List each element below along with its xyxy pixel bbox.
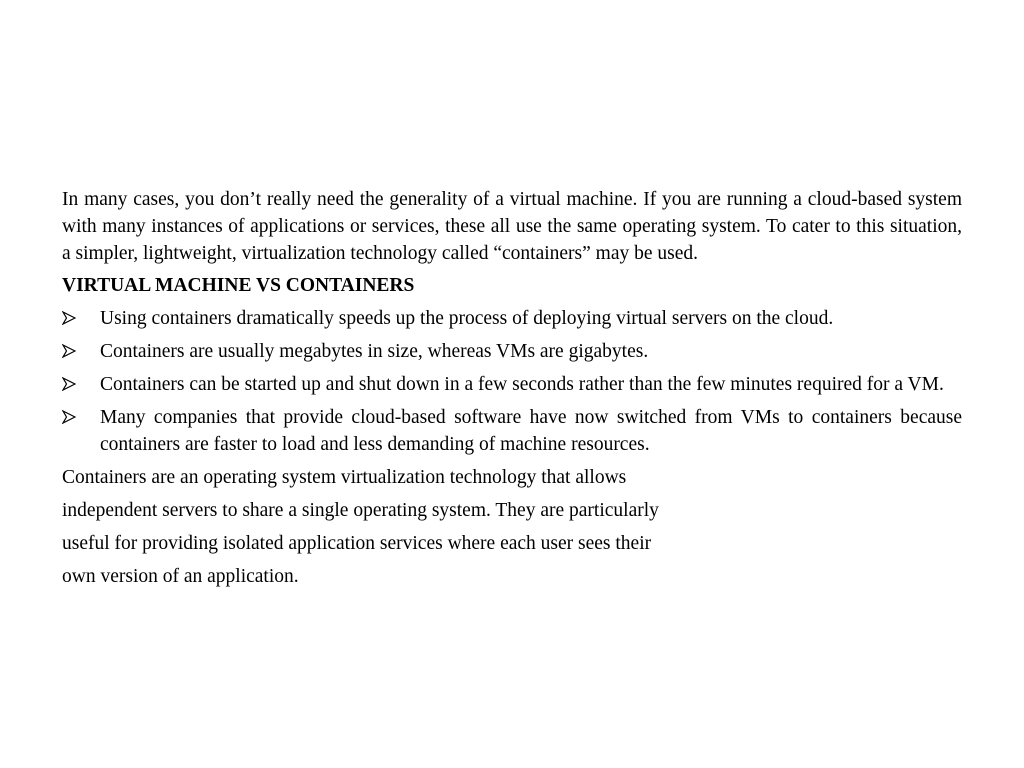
bullet-item	[62, 338, 962, 365]
bullet-item	[62, 305, 962, 332]
arrowhead-bullet-icon	[62, 371, 82, 398]
bullet-text: Many companies that provide cloud-based software have now switched from VMs to containers because containers are faster to load and less demanding of machine resources.	[100, 407, 962, 455]
slide-content	[62, 186, 962, 596]
closing-line: useful for providing isolated application services where each user sees their	[62, 533, 652, 554]
bullet-item	[62, 371, 962, 398]
bullet-text: Containers can be started up and shut down in a few seconds rather than the few minutes required for a VM.	[100, 374, 944, 395]
closing-line: independent servers to share a single operating system. They are particularly	[62, 500, 659, 521]
closing-line: Containers are an operating system virtualization technology that allows	[62, 467, 627, 488]
section-heading: VIRTUAL MACHINE VS CONTAINERS	[62, 275, 415, 296]
closing-line: own version of an application.	[62, 566, 299, 587]
bullet-list	[62, 305, 962, 458]
arrowhead-bullet-icon	[62, 404, 82, 431]
bullet-text: Containers are usually megabytes in size, whereas VMs are gigabytes.	[100, 341, 649, 362]
closing-paragraph	[62, 464, 962, 590]
bullet-text: Using containers dramatically speeds up the process of deploying virtual servers on the cloud.	[100, 308, 834, 329]
bullet-item	[62, 404, 962, 458]
intro-paragraph: In many cases, you don’t really need the generality of a virtual machine. If you are running a cloud-based system with many instances of applications or services, these all use the same operating system. To cater to this situation, a simpler, lightweight, virtualization technology called “containers” may be used.	[62, 189, 962, 264]
arrowhead-bullet-icon	[62, 305, 82, 332]
arrowhead-bullet-icon	[62, 338, 82, 365]
